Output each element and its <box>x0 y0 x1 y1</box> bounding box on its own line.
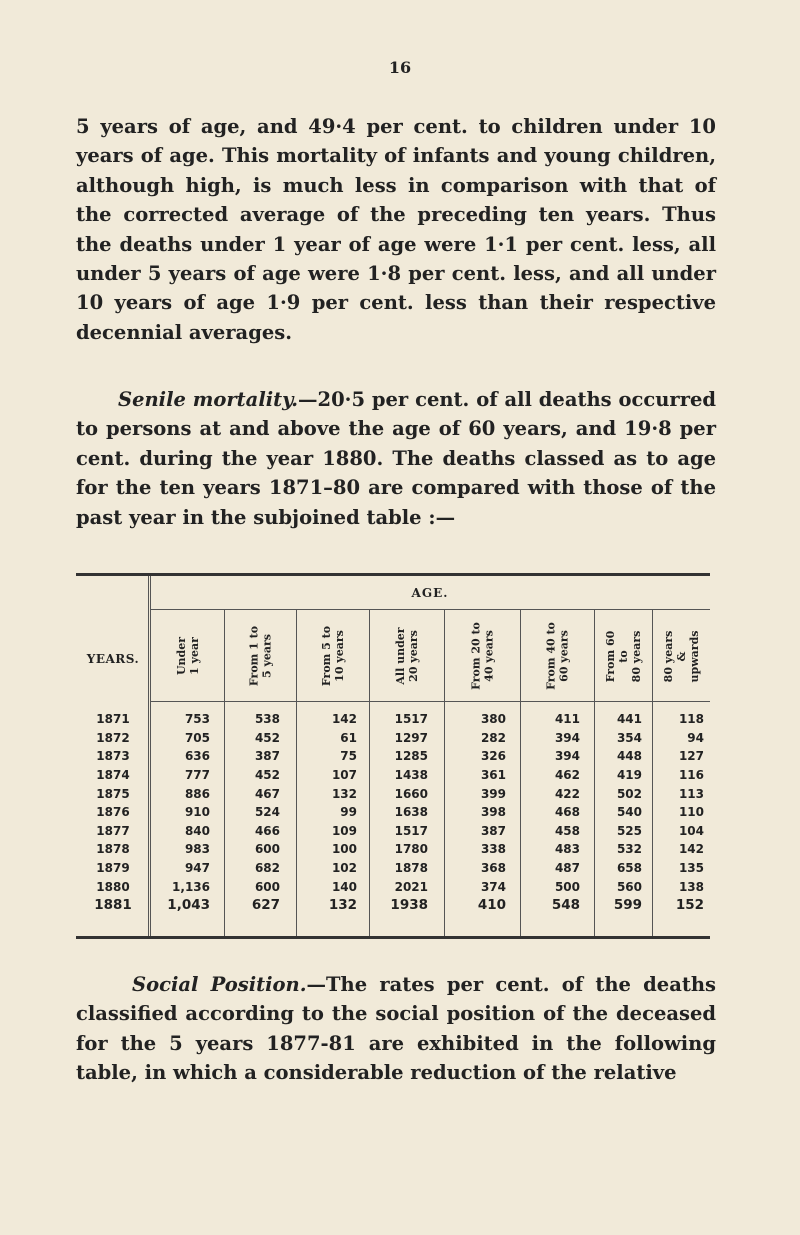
value-cell: 135 <box>678 861 704 876</box>
value-cell: 338 <box>480 842 506 857</box>
column-header: All under 20 years <box>394 627 420 685</box>
value-cell: 368 <box>480 861 506 876</box>
social-position-heading: Social Position. <box>132 973 307 996</box>
value-cell: 102 <box>331 861 357 876</box>
value-cell: 113 <box>678 786 704 801</box>
value-cell: 140 <box>331 879 357 894</box>
value-cell: 600 <box>254 879 280 894</box>
value-cell: 452 <box>254 730 280 745</box>
column-header: From 20 to 40 years <box>469 622 496 690</box>
value-cell: 132 <box>331 786 357 801</box>
deaths-by-age-table <box>76 573 710 939</box>
table-row <box>76 747 710 766</box>
value-cell: 1517 <box>394 712 428 727</box>
senile-mortality-text: —20·5 per cent. of all deaths occurred to persons at and above the age of 60 years, and 19·8 per cent. during the year 1880. The deaths classed as to age for the ten years 1871–80 are compared with those of the past year in the subjoined table :— <box>76 388 717 529</box>
value-cell: 399 <box>480 786 506 801</box>
social-position-text: —The rates per cent. of the deaths classified according to the social position of the deceased for the 5 years 1877-81 are exhibited in the following table, in which a considerable reduction of the relative <box>76 973 716 1085</box>
value-cell: 1638 <box>394 805 428 820</box>
value-cell: 127 <box>678 749 704 764</box>
years-header: YEARS. <box>86 652 140 666</box>
value-cell: 705 <box>184 730 210 745</box>
value-cell: 1938 <box>390 897 428 914</box>
value-cell: 152 <box>675 897 704 914</box>
value-cell: 524 <box>254 805 280 820</box>
value-cell: 138 <box>678 879 704 894</box>
value-cell: 467 <box>254 786 280 801</box>
year-cell: 1878 <box>96 842 130 857</box>
value-cell: 374 <box>480 879 506 894</box>
value-cell: 532 <box>616 842 642 857</box>
year-cell: 1880 <box>96 879 130 894</box>
value-cell: 1,043 <box>167 897 210 914</box>
value-cell: 411 <box>554 712 580 727</box>
value-cell: 109 <box>331 823 357 838</box>
value-cell: 483 <box>554 842 580 857</box>
year-cell: 1873 <box>96 749 130 764</box>
value-cell: 525 <box>616 823 642 838</box>
table-row <box>76 840 710 859</box>
year-cell: 1872 <box>96 730 130 745</box>
value-cell: 354 <box>616 730 642 745</box>
value-cell: 600 <box>254 842 280 857</box>
value-cell: 110 <box>678 805 704 820</box>
table-row <box>76 710 710 729</box>
value-cell: 1285 <box>394 749 428 764</box>
column-header: From 60 to 80 years <box>604 630 643 682</box>
paragraph-senile-mortality <box>76 385 716 532</box>
column-header: Under 1 year <box>175 636 201 676</box>
table-row <box>76 822 710 841</box>
table-row <box>76 784 710 803</box>
value-cell: 419 <box>616 768 642 783</box>
value-cell: 448 <box>616 749 642 764</box>
value-cell: 538 <box>254 712 280 727</box>
paragraph-infant-mortality: 5 years of age, and 49·4 per cent. to children under 10 years of age. This mortality of infants and young children, although high, is much less in comparison with that of the corrected average of the preceding ten years. Thus the deaths under 1 year of age were 1·1 per cent. less, all under 5 years of age were 1·8 per cent. less, and all under 10 years of age 1·9 per cent. less than their respective decennial averages. <box>76 115 716 344</box>
value-cell: 99 <box>340 805 357 820</box>
value-cell: 118 <box>678 712 704 727</box>
value-cell: 452 <box>254 768 280 783</box>
year-cell: 1871 <box>96 712 130 727</box>
value-cell: 682 <box>254 861 280 876</box>
value-cell: 394 <box>554 749 580 764</box>
value-cell: 458 <box>554 823 580 838</box>
value-cell: 886 <box>184 786 210 801</box>
value-cell: 910 <box>184 805 210 820</box>
value-cell: 361 <box>480 768 506 783</box>
paragraph-social-position <box>76 970 716 1088</box>
value-cell: 560 <box>616 879 642 894</box>
value-cell: 487 <box>554 861 580 876</box>
value-cell: 1438 <box>394 768 428 783</box>
value-cell: 422 <box>554 786 580 801</box>
value-cell: 116 <box>678 768 704 783</box>
year-cell: 1875 <box>96 786 130 801</box>
value-cell: 326 <box>480 749 506 764</box>
value-cell: 1517 <box>394 823 428 838</box>
year-cell: 1881 <box>94 897 132 914</box>
year-cell: 1876 <box>96 805 130 820</box>
year-cell: 1877 <box>96 823 130 838</box>
value-cell: 94 <box>687 730 704 745</box>
value-cell: 658 <box>616 861 642 876</box>
value-cell: 1,136 <box>172 879 210 894</box>
value-cell: 466 <box>254 823 280 838</box>
value-cell: 777 <box>184 768 210 783</box>
value-cell: 2021 <box>394 879 428 894</box>
value-cell: 75 <box>340 749 357 764</box>
value-cell: 753 <box>184 712 210 727</box>
value-cell: 394 <box>554 730 580 745</box>
value-cell: 502 <box>616 786 642 801</box>
value-cell: 100 <box>331 842 357 857</box>
table-row <box>76 803 710 822</box>
age-header: AGE. <box>411 586 449 600</box>
value-cell: 398 <box>480 805 506 820</box>
table-row <box>76 729 710 748</box>
value-cell: 599 <box>613 897 642 914</box>
value-cell: 540 <box>616 805 642 820</box>
column-header: From 1 to 5 years <box>247 625 274 687</box>
column-header: From 40 to 60 years <box>544 622 571 690</box>
value-cell: 387 <box>480 823 506 838</box>
value-cell: 462 <box>554 768 580 783</box>
value-cell: 636 <box>184 749 210 764</box>
table-body <box>76 710 710 915</box>
table-row <box>76 877 710 896</box>
value-cell: 627 <box>251 897 280 914</box>
table-row <box>76 859 710 878</box>
value-cell: 468 <box>554 805 580 820</box>
value-cell: 132 <box>328 897 357 914</box>
value-cell: 983 <box>184 842 210 857</box>
value-cell: 548 <box>551 897 580 914</box>
value-cell: 1297 <box>394 730 428 745</box>
column-header: From 5 to 10 years <box>320 625 346 687</box>
value-cell: 142 <box>331 712 357 727</box>
year-cell: 1879 <box>96 861 130 876</box>
value-cell: 410 <box>477 897 506 914</box>
value-cell: 282 <box>480 730 506 745</box>
column-header: 80 years & upwards <box>662 630 701 682</box>
value-cell: 1878 <box>394 861 428 876</box>
value-cell: 380 <box>480 712 506 727</box>
value-cell: 1780 <box>394 842 428 857</box>
value-cell: 947 <box>184 861 210 876</box>
value-cell: 840 <box>184 823 210 838</box>
value-cell: 500 <box>554 879 580 894</box>
value-cell: 142 <box>678 842 704 857</box>
value-cell: 441 <box>616 712 642 727</box>
senile-mortality-heading: Senile mortality. <box>118 388 299 411</box>
value-cell: 107 <box>331 768 357 783</box>
table-row <box>76 896 710 915</box>
value-cell: 104 <box>678 823 704 838</box>
page-number: 16 <box>388 58 412 77</box>
value-cell: 1660 <box>394 786 428 801</box>
value-cell: 61 <box>340 730 357 745</box>
table-row <box>76 766 710 785</box>
year-cell: 1874 <box>96 768 130 783</box>
value-cell: 387 <box>254 749 280 764</box>
